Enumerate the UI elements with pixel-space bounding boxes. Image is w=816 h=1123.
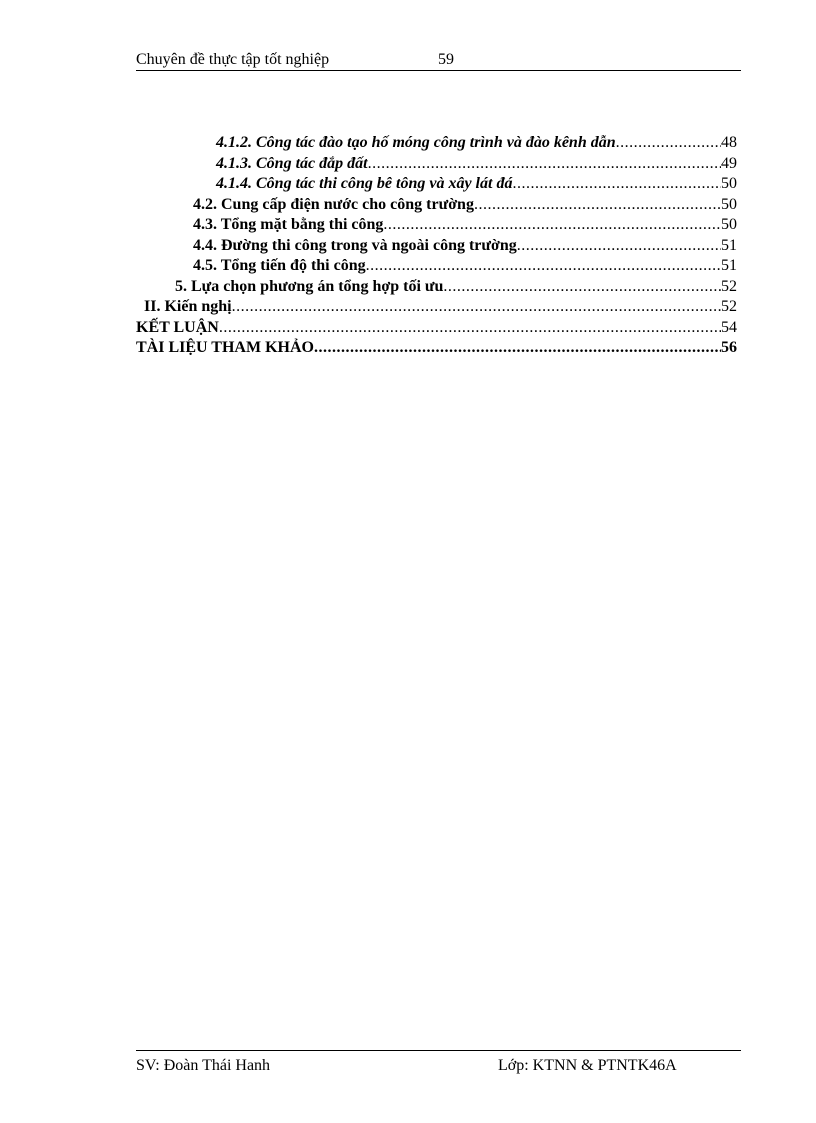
toc-entry (136, 339, 737, 360)
toc-entry (136, 155, 737, 176)
toc-entry (136, 134, 737, 155)
toc-entry-label: II. Kiến nghị (144, 298, 232, 315)
table-of-contents (136, 134, 737, 360)
toc-leader-dots (383, 216, 721, 234)
page-header (136, 50, 741, 71)
toc-entry-page: 50 (721, 195, 737, 213)
toc-leader-dots (314, 339, 721, 357)
toc-entry-label: 4.1.2. Công tác đào tạo hố móng công trình và đào kênh dẫn (216, 134, 616, 151)
toc-entry-page: 51 (721, 257, 737, 274)
toc-entry-page: 48 (721, 134, 737, 151)
toc-entry-page: 56 (721, 339, 737, 356)
toc-entry-label: TÀI LIỆU THAM KHẢO (136, 339, 314, 356)
toc-entry-page: 52 (721, 298, 737, 315)
toc-leader-dots (474, 196, 721, 214)
toc-leader-dots (443, 278, 721, 296)
toc-entry-label: KẾT LUẬN (136, 318, 219, 336)
toc-entry-page: 49 (721, 154, 737, 172)
toc-leader-dots (219, 319, 721, 337)
toc-entry (136, 175, 737, 196)
toc-entry-label: 4.1.4. Công tác thi công bê tông và xây lát đá (216, 175, 513, 192)
footer-class: Lớp: KTNN & PTNTK46A (498, 1057, 677, 1074)
toc-entry (136, 319, 737, 340)
toc-entry-page: 54 (721, 318, 737, 336)
header-page-number: 59 (438, 51, 454, 68)
toc-leader-dots (517, 237, 721, 255)
toc-entry (136, 298, 737, 319)
toc-leader-dots (368, 155, 721, 173)
toc-entry (136, 257, 737, 278)
toc-entry-label: 4.5. Tổng tiến độ thi công (193, 257, 366, 274)
toc-entry (136, 278, 737, 299)
footer-student: SV: Đoàn Thái Hanh (136, 1057, 271, 1074)
toc-entry-label: 5. Lựa chọn phương án tổng hợp tối ưu (175, 277, 444, 295)
toc-entry (136, 237, 737, 258)
toc-leader-dots (366, 257, 721, 275)
toc-leader-dots (232, 298, 721, 316)
toc-leader-dots (512, 175, 721, 193)
toc-entry-label: 4.4. Đường thi công trong và ngoài công trường (193, 236, 517, 254)
toc-entry (136, 196, 737, 217)
toc-entry-page: 51 (721, 236, 737, 254)
page-footer (136, 1050, 741, 1074)
toc-entry-label: 4.3. Tổng mặt bằng thi công (193, 216, 384, 233)
header-title: Chuyên đề thực tập tốt nghiệp (136, 51, 330, 68)
toc-entry-label: 4.1.3. Công tác đắp đất (216, 154, 368, 172)
toc-entry (136, 216, 737, 237)
toc-entry-page: 52 (721, 277, 737, 295)
toc-entry-page: 50 (721, 216, 737, 233)
toc-entry-page: 50 (721, 175, 737, 192)
toc-leader-dots (616, 134, 721, 152)
toc-entry-label: 4.2. Cung cấp điện nước cho công trường (193, 195, 474, 213)
